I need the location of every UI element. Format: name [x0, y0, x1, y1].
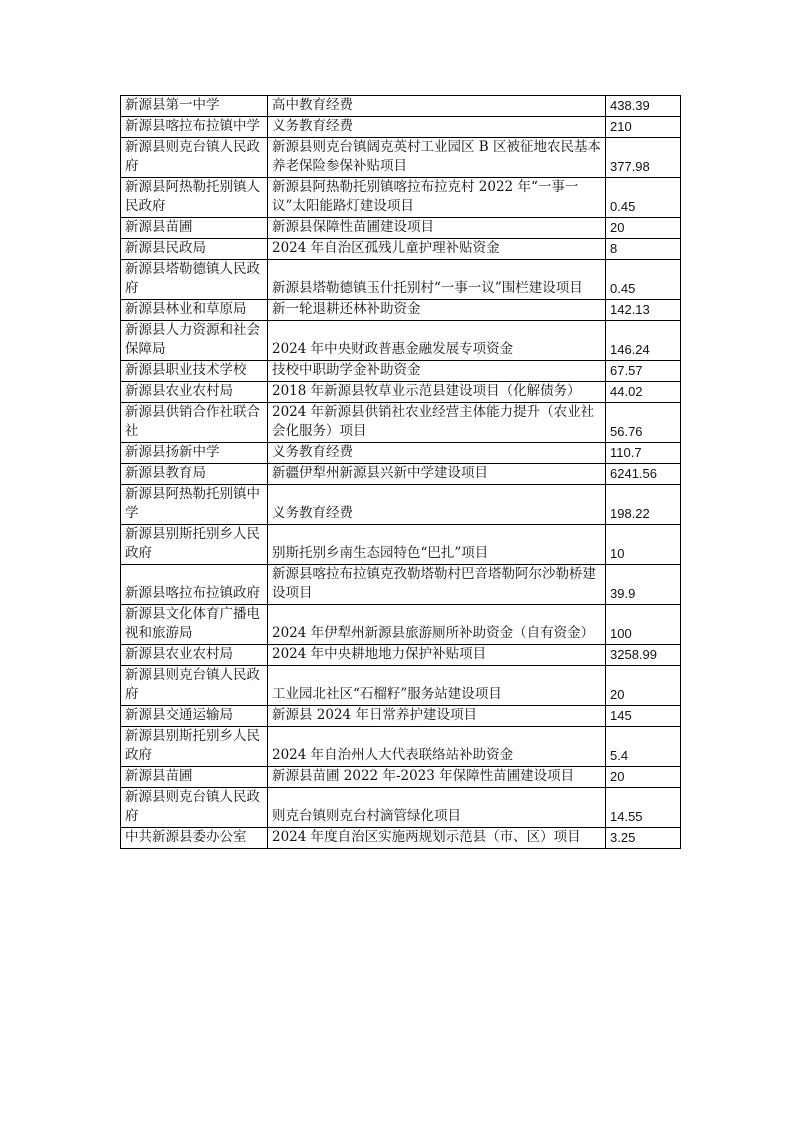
amount-cell: 210	[606, 117, 681, 138]
amount-cell: 20	[606, 218, 681, 239]
project-cell: 别斯托别乡南生态园特色“巴扎”项目	[268, 525, 606, 565]
table-row	[121, 260, 681, 300]
table-row	[121, 382, 681, 403]
project-cell: 义务教育经费	[268, 485, 606, 525]
org-cell: 新源县农业农村局	[121, 382, 268, 403]
project-cell: 工业园北社区“石榴籽”服务站建设项目	[268, 666, 606, 706]
org-cell: 新源县塔勒德镇人民政府	[121, 260, 268, 300]
table-row	[121, 464, 681, 485]
amount-cell: 8	[606, 239, 681, 260]
amount-cell: 110.7	[606, 443, 681, 464]
table-row	[121, 403, 681, 443]
project-cell: 2024 年中央耕地地力保护补贴项目	[268, 645, 606, 666]
project-cell: 义务教育经费	[268, 443, 606, 464]
project-cell: 新源县喀拉布拉镇克孜勒塔勒村巴音塔勒阿尔沙勒桥建设项目	[268, 565, 606, 605]
amount-cell: 67.57	[606, 361, 681, 382]
org-cell: 新源县阿热勒托别镇中学	[121, 485, 268, 525]
project-cell: 2024 年自治区孤残儿童护理补贴资金	[268, 239, 606, 260]
project-cell: 2024 年度自治区实施两规划示范县（市、区）项目	[268, 828, 606, 849]
org-cell: 新源县苗圃	[121, 767, 268, 788]
amount-cell: 377.98	[606, 138, 681, 178]
amount-cell: 20	[606, 666, 681, 706]
table-row	[121, 300, 681, 321]
project-cell: 2024 年自治州人大代表联络站补助资金	[268, 727, 606, 767]
table-row	[121, 666, 681, 706]
org-cell: 新源县人力资源和社会保障局	[121, 321, 268, 361]
project-cell: 高中教育经费	[268, 96, 606, 117]
amount-cell: 5.4	[606, 727, 681, 767]
org-cell: 新源县别斯托别乡人民政府	[121, 727, 268, 767]
funding-table	[120, 95, 681, 849]
amount-cell: 39.9	[606, 565, 681, 605]
amount-cell: 56.76	[606, 403, 681, 443]
table-row	[121, 178, 681, 218]
org-cell: 新源县别斯托别乡人民政府	[121, 525, 268, 565]
table-row	[121, 239, 681, 260]
amount-cell: 44.02	[606, 382, 681, 403]
project-cell: 则克台镇则克台村滴管绿化项目	[268, 788, 606, 828]
amount-cell: 0.45	[606, 260, 681, 300]
project-cell: 新一轮退耕还林补助资金	[268, 300, 606, 321]
amount-cell: 3258.99	[606, 645, 681, 666]
org-cell: 新源县喀拉布拉镇中学	[121, 117, 268, 138]
project-cell: 新源县苗圃 2022 年-2023 年保障性苗圃建设项目	[268, 767, 606, 788]
org-cell: 新源县文化体育广播电视和旅游局	[121, 605, 268, 645]
table-row	[121, 565, 681, 605]
table-row	[121, 645, 681, 666]
amount-cell: 6241.56	[606, 464, 681, 485]
project-cell: 新源县塔勒德镇玉什托别村“一事一议”围栏建设项目	[268, 260, 606, 300]
table-row	[121, 828, 681, 849]
org-cell: 新源县扬新中学	[121, 443, 268, 464]
table-row	[121, 321, 681, 361]
amount-cell: 100	[606, 605, 681, 645]
project-cell: 2024 年伊犁州新源县旅游厕所补助资金（自有资金）	[268, 605, 606, 645]
table-row	[121, 788, 681, 828]
amount-cell: 10	[606, 525, 681, 565]
org-cell: 新源县林业和草原局	[121, 300, 268, 321]
project-cell: 新源县阿热勒托别镇喀拉布拉克村 2022 年“一事一议”太阳能路灯建设项目	[268, 178, 606, 218]
table-row	[121, 443, 681, 464]
project-cell: 新源县保障性苗圃建设项目	[268, 218, 606, 239]
org-cell: 新源县则克台镇人民政府	[121, 666, 268, 706]
org-cell: 新源县交通运输局	[121, 706, 268, 727]
table-row	[121, 706, 681, 727]
org-cell: 新源县教育局	[121, 464, 268, 485]
org-cell: 新源县苗圃	[121, 218, 268, 239]
table-row	[121, 218, 681, 239]
table-row	[121, 361, 681, 382]
org-cell: 新源县农业农村局	[121, 645, 268, 666]
amount-cell: 198.22	[606, 485, 681, 525]
amount-cell: 438.39	[606, 96, 681, 117]
amount-cell: 0.45	[606, 178, 681, 218]
amount-cell: 142.13	[606, 300, 681, 321]
org-cell: 新源县供销合作社联合社	[121, 403, 268, 443]
org-cell: 新源县则克台镇人民政府	[121, 788, 268, 828]
org-cell: 中共新源县委办公室	[121, 828, 268, 849]
project-cell: 新源县 2024 年日常养护建设项目	[268, 706, 606, 727]
amount-cell: 14.55	[606, 788, 681, 828]
project-cell: 技校中职助学金补助资金	[268, 361, 606, 382]
project-cell: 义务教育经费	[268, 117, 606, 138]
amount-cell: 20	[606, 767, 681, 788]
org-cell: 新源县第一中学	[121, 96, 268, 117]
project-cell: 2024 年新源县供销社农业经营主体能力提升（农业社会化服务）项目	[268, 403, 606, 443]
project-cell: 2018 年新源县牧草业示范县建设项目（化解债务）	[268, 382, 606, 403]
amount-cell: 145	[606, 706, 681, 727]
org-cell: 新源县民政局	[121, 239, 268, 260]
project-cell: 2024 年中央财政普惠金融发展专项资金	[268, 321, 606, 361]
org-cell: 新源县喀拉布拉镇政府	[121, 565, 268, 605]
amount-cell: 3.25	[606, 828, 681, 849]
table-row	[121, 525, 681, 565]
table-row	[121, 485, 681, 525]
table-row	[121, 138, 681, 178]
table-row	[121, 117, 681, 138]
org-cell: 新源县职业技术学校	[121, 361, 268, 382]
amount-cell: 146.24	[606, 321, 681, 361]
table-row	[121, 727, 681, 767]
project-cell: 新疆伊犁州新源县兴新中学建设项目	[268, 464, 606, 485]
table-body	[121, 96, 681, 849]
org-cell: 新源县阿热勒托别镇人民政府	[121, 178, 268, 218]
table-row	[121, 605, 681, 645]
org-cell: 新源县则克台镇人民政府	[121, 138, 268, 178]
project-cell: 新源县则克台镇阔克英村工业园区 B 区被征地农民基本养老保险参保补贴项目	[268, 138, 606, 178]
table-row	[121, 96, 681, 117]
table-row	[121, 767, 681, 788]
